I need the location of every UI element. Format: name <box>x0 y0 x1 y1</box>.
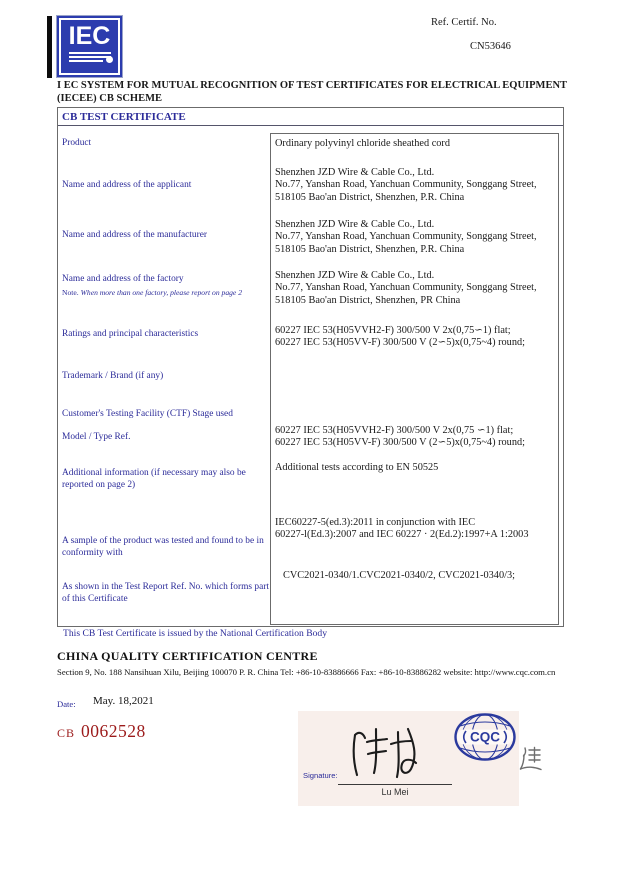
label-test-report: As shown in the Test Report Ref. No. which forms part of this Certificate <box>62 582 269 604</box>
factory-note-text: When more than one factory, please report on page 2 <box>80 288 242 297</box>
value-applicant: Shenzhen JZD Wire & Cable Co., Ltd. No.77, Yanshan Road, Yanchuan Community, Songgang Street, 518105 Bao'an District, Shenzhen, P.R. China <box>275 167 537 203</box>
value-additional-info: Additional tests according to EN 50525 <box>275 462 439 473</box>
label-applicant: Name and address of the applicant <box>62 180 192 190</box>
label-product: Product <box>62 138 92 148</box>
iec-logo-spine-bar <box>47 16 52 78</box>
label-factory-note <box>62 288 274 297</box>
scheme-title: I EC SYSTEM FOR MUTUAL RECOGNITION OF TEST CERTIFICATES FOR ELECTRICAL EQUIPMENT (IECEE) CB SCHEME <box>57 80 567 104</box>
value-manufacturer: Shenzhen JZD Wire & Cable Co., Ltd. No.77, Yanshan Road, Yanchuan Community, Songgang Street, 518105 Bao'an District, Shenzhen, P.R. China <box>275 219 537 255</box>
cb-prefix: CB <box>57 726 76 740</box>
label-model-type-ref: Model / Type Ref. <box>62 432 131 442</box>
value-column <box>270 133 559 625</box>
iec-logo <box>56 15 123 78</box>
cb-certificate-number <box>57 721 146 742</box>
label-ctf-stage: Customer's Testing Facility (CTF) Stage used <box>62 409 233 419</box>
value-test-report: CVC2021-0340/1.CVC2021-0340/2, CVC2021-0340/3; <box>283 570 515 581</box>
iec-logo-lines-icon <box>69 52 111 64</box>
issuer-name: CHINA QUALITY CERTIFICATION CENTRE <box>57 649 318 663</box>
signature-scan-area <box>298 711 519 806</box>
value-conformity: IEC60227-5(ed.3):2011 in conjunction with IEC 60227-l(Ed.3):2007 and IEC 60227 · 2(Ed.2):1997+A 1:2003 <box>275 517 529 541</box>
value-model-type-ref: 60227 IEC 53(H05VVH2-F) 300/500 V 2x(0,75 ∽1) flat; 60227 IEC 53(H05VV-F) 300/500 V (2∽5)x(0,75~4) round; <box>275 425 525 449</box>
signature-label: Signature: <box>303 771 338 780</box>
ref-certif-no-value: CN53646 <box>470 41 511 52</box>
ref-certif-no-label: Ref. Certif. No. <box>431 17 497 28</box>
cqc-logo <box>453 712 517 762</box>
iec-logo-frame <box>59 18 120 75</box>
stamp-character-icon <box>519 746 542 772</box>
signature-line <box>338 784 452 785</box>
value-factory: Shenzhen JZD Wire & Cable Co., Ltd. No.77, Yanshan Road, Yanchuan Community, Songgang Street, 518105 Bao'an District, Shenzhen, PR China <box>275 270 537 306</box>
cb-number: 0062528 <box>81 721 146 741</box>
iec-logo-text: IEC <box>68 22 111 50</box>
issuer-address: Section 9, No. 188 Nansihuan Xilu, Beijing 100070 P. R. China Tel: +86-10-83886666 Fax: +86-10-83886282 website: http://www.cqc.com.cn <box>57 667 556 677</box>
label-manufacturer: Name and address of the manufacturer <box>62 230 207 240</box>
label-factory: Name and address of the factory <box>62 274 184 284</box>
signatory-name: Lu Mei <box>381 787 409 797</box>
label-conformity: A sample of the product was tested and found to be in conformity with <box>62 536 264 558</box>
label-additional-info: Additional information (if necessary may also be reported on page 2) <box>62 468 246 490</box>
handwritten-signature <box>346 723 434 781</box>
cqc-logo-text: CQC <box>470 729 500 745</box>
value-ratings: 60227 IEC 53(H05VVH2-F) 300/500 V 2x(0,75∽1) flat; 60227 IEC 53(H05VV-F) 300/500 V (2∽5)x(0,75~4) round; <box>275 325 525 349</box>
date-value: May. 18,2021 <box>93 695 154 707</box>
certificate-title: CB TEST CERTIFICATE <box>58 108 563 126</box>
date-label: Date: <box>57 699 76 709</box>
label-trademark: Trademark / Brand (if any) <box>62 371 164 381</box>
issued-by-note: This CB Test Certificate is issued by the National Certification Body <box>63 628 328 639</box>
value-product: Ordinary polyvinyl chloride sheathed cord <box>275 138 450 149</box>
factory-note-prefix: Note. <box>62 288 79 297</box>
label-ratings: Ratings and principal characteristics <box>62 329 199 339</box>
certificate-table <box>57 107 564 627</box>
